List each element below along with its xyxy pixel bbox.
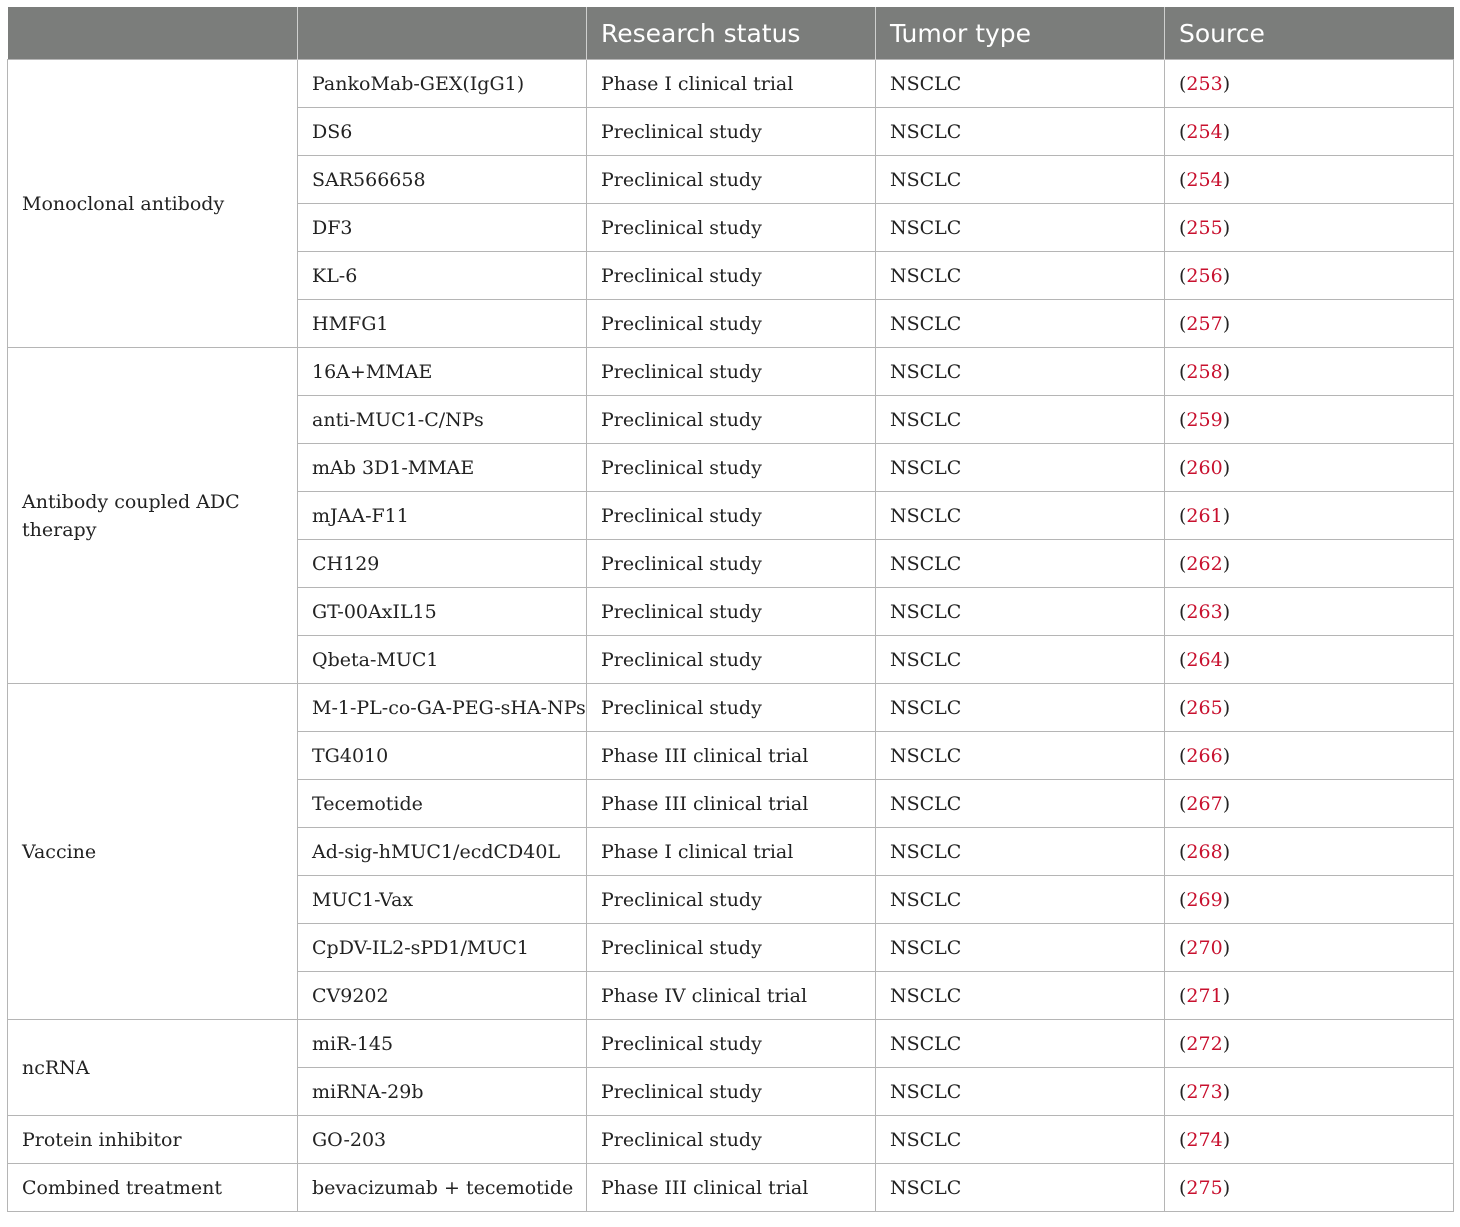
research-status-cell: Preclinical study	[587, 492, 876, 540]
source-paren-open: (	[1179, 216, 1187, 239]
research-status-cell: Phase III clinical trial	[587, 732, 876, 780]
tumor-type-cell: NSCLC	[876, 396, 1165, 444]
reference-link[interactable]: 269	[1186, 888, 1223, 911]
research-status-cell: Preclinical study	[587, 396, 876, 444]
source-paren-open: (	[1179, 504, 1187, 527]
tumor-type-cell: NSCLC	[876, 1116, 1165, 1164]
source-cell	[1165, 108, 1454, 156]
research-status-cell: Preclinical study	[587, 1116, 876, 1164]
reference-link[interactable]: 259	[1186, 408, 1223, 431]
agent-cell: KL-6	[298, 252, 587, 300]
table-row	[8, 1164, 1454, 1212]
source-paren-open: (	[1179, 168, 1187, 191]
reference-link[interactable]: 270	[1186, 936, 1223, 959]
research-status-cell: Preclinical study	[587, 636, 876, 684]
source-paren-open: (	[1179, 696, 1187, 719]
research-status-cell: Preclinical study	[587, 588, 876, 636]
tumor-type-cell: NSCLC	[876, 540, 1165, 588]
source-paren-close: )	[1222, 1176, 1231, 1199]
source-paren-open: (	[1179, 312, 1187, 335]
source-paren-close: )	[1222, 936, 1231, 959]
reference-link[interactable]: 262	[1186, 552, 1223, 575]
tumor-type-cell: NSCLC	[876, 1068, 1165, 1116]
research-status-cell: Preclinical study	[587, 300, 876, 348]
reference-link[interactable]: 260	[1186, 456, 1223, 479]
source-paren-open: (	[1179, 552, 1187, 575]
reference-link[interactable]: 253	[1186, 72, 1223, 95]
tumor-type-cell: NSCLC	[876, 588, 1165, 636]
source-cell	[1165, 876, 1454, 924]
source-paren-open: (	[1179, 120, 1187, 143]
source-paren-close: )	[1222, 1080, 1231, 1103]
source-paren-close: )	[1222, 888, 1231, 911]
agent-cell: Tecemotide	[298, 780, 587, 828]
source-cell	[1165, 204, 1454, 252]
header-research-status: Research status	[587, 7, 876, 60]
reference-link[interactable]: 271	[1186, 984, 1223, 1007]
agent-cell: PankoMab-GEX(IgG1)	[298, 60, 587, 108]
reference-link[interactable]: 275	[1186, 1176, 1223, 1199]
reference-link[interactable]: 256	[1186, 264, 1223, 287]
source-cell	[1165, 540, 1454, 588]
tumor-type-cell: NSCLC	[876, 1164, 1165, 1212]
tumor-type-cell: NSCLC	[876, 492, 1165, 540]
agent-cell: HMFG1	[298, 300, 587, 348]
source-paren-open: (	[1179, 792, 1187, 815]
research-status-cell: Preclinical study	[587, 108, 876, 156]
source-paren-close: )	[1222, 312, 1231, 335]
reference-link[interactable]: 264	[1186, 648, 1223, 671]
reference-link[interactable]: 268	[1186, 840, 1223, 863]
research-status-cell: Preclinical study	[587, 204, 876, 252]
agent-cell: Ad-sig-hMUC1/ecdCD40L	[298, 828, 587, 876]
header-agent	[298, 7, 587, 60]
research-status-cell: Phase III clinical trial	[587, 780, 876, 828]
research-status-cell: Phase I clinical trial	[587, 60, 876, 108]
table-row	[8, 348, 1454, 396]
reference-link[interactable]: 257	[1186, 312, 1223, 335]
research-status-cell: Preclinical study	[587, 684, 876, 732]
agent-cell: DF3	[298, 204, 587, 252]
tumor-type-cell: NSCLC	[876, 924, 1165, 972]
table-row	[8, 684, 1454, 732]
research-status-cell: Preclinical study	[587, 1068, 876, 1116]
source-cell	[1165, 684, 1454, 732]
tumor-type-cell: NSCLC	[876, 300, 1165, 348]
agent-cell: anti-MUC1-C/NPs	[298, 396, 587, 444]
tumor-type-cell: NSCLC	[876, 156, 1165, 204]
source-paren-open: (	[1179, 1128, 1187, 1151]
agent-cell: MUC1-Vax	[298, 876, 587, 924]
tumor-type-cell: NSCLC	[876, 684, 1165, 732]
agent-cell: CH129	[298, 540, 587, 588]
source-paren-close: )	[1222, 1128, 1231, 1151]
reference-link[interactable]: 254	[1186, 168, 1223, 191]
category-cell: Monoclonal antibody	[8, 60, 298, 348]
table-row	[8, 1116, 1454, 1164]
category-cell: ncRNA	[8, 1020, 298, 1116]
agent-cell: bevacizumab + tecemotide	[298, 1164, 587, 1212]
source-paren-close: )	[1222, 840, 1231, 863]
table-header	[8, 7, 1454, 60]
source-paren-open: (	[1179, 744, 1187, 767]
reference-link[interactable]: 258	[1186, 360, 1223, 383]
research-status-cell: Preclinical study	[587, 924, 876, 972]
tumor-type-cell: NSCLC	[876, 972, 1165, 1020]
tumor-type-cell: NSCLC	[876, 732, 1165, 780]
table-row	[8, 60, 1454, 108]
table-body	[8, 60, 1454, 1212]
source-paren-open: (	[1179, 984, 1187, 1007]
source-paren-open: (	[1179, 1176, 1187, 1199]
agent-cell: TG4010	[298, 732, 587, 780]
source-cell	[1165, 1020, 1454, 1068]
source-paren-open: (	[1179, 888, 1187, 911]
agent-cell: miR-145	[298, 1020, 587, 1068]
header-category	[8, 7, 298, 60]
source-cell	[1165, 1116, 1454, 1164]
source-paren-close: )	[1222, 744, 1231, 767]
source-paren-close: )	[1222, 120, 1231, 143]
agent-cell: 16A+MMAE	[298, 348, 587, 396]
agent-cell: DS6	[298, 108, 587, 156]
source-cell	[1165, 972, 1454, 1020]
agent-cell: GO-203	[298, 1116, 587, 1164]
source-paren-close: )	[1222, 456, 1231, 479]
tumor-type-cell: NSCLC	[876, 780, 1165, 828]
source-cell	[1165, 156, 1454, 204]
tumor-type-cell: NSCLC	[876, 108, 1165, 156]
reference-link[interactable]: 273	[1186, 1080, 1223, 1103]
source-paren-open: (	[1179, 456, 1187, 479]
source-cell	[1165, 636, 1454, 684]
research-status-cell: Preclinical study	[587, 444, 876, 492]
source-paren-open: (	[1179, 264, 1187, 287]
research-status-cell: Phase IV clinical trial	[587, 972, 876, 1020]
agent-cell: GT-00AxIL15	[298, 588, 587, 636]
tumor-type-cell: NSCLC	[876, 60, 1165, 108]
agent-cell: SAR566658	[298, 156, 587, 204]
table-container	[7, 7, 1453, 1212]
agent-cell: CV9202	[298, 972, 587, 1020]
source-cell	[1165, 300, 1454, 348]
source-cell	[1165, 492, 1454, 540]
tumor-type-cell: NSCLC	[876, 828, 1165, 876]
category-cell: Antibody coupled ADC therapy	[8, 348, 298, 684]
source-cell	[1165, 588, 1454, 636]
tumor-type-cell: NSCLC	[876, 876, 1165, 924]
tumor-type-cell: NSCLC	[876, 444, 1165, 492]
reference-link[interactable]: 272	[1186, 1032, 1223, 1055]
source-paren-open: (	[1179, 72, 1187, 95]
header-tumor-type: Tumor type	[876, 7, 1165, 60]
source-paren-open: (	[1179, 1080, 1187, 1103]
agent-cell: mAb 3D1-MMAE	[298, 444, 587, 492]
reference-link[interactable]: 266	[1186, 744, 1223, 767]
source-cell	[1165, 252, 1454, 300]
source-paren-close: )	[1222, 648, 1231, 671]
research-status-cell: Phase I clinical trial	[587, 828, 876, 876]
source-paren-close: )	[1222, 696, 1231, 719]
source-paren-close: )	[1222, 504, 1231, 527]
category-cell: Combined treatment	[8, 1164, 298, 1212]
source-cell	[1165, 924, 1454, 972]
tumor-type-cell: NSCLC	[876, 636, 1165, 684]
therapy-table	[7, 7, 1454, 1212]
agent-cell: Qbeta-MUC1	[298, 636, 587, 684]
source-paren-open: (	[1179, 600, 1187, 623]
research-status-cell: Phase III clinical trial	[587, 1164, 876, 1212]
source-paren-open: (	[1179, 936, 1187, 959]
source-paren-open: (	[1179, 648, 1187, 671]
header-row	[8, 7, 1454, 60]
source-cell	[1165, 444, 1454, 492]
source-paren-close: )	[1222, 72, 1231, 95]
tumor-type-cell: NSCLC	[876, 204, 1165, 252]
source-paren-close: )	[1222, 552, 1231, 575]
category-cell: Vaccine	[8, 684, 298, 1020]
reference-link[interactable]: 274	[1186, 1128, 1223, 1151]
research-status-cell: Preclinical study	[587, 156, 876, 204]
source-cell	[1165, 396, 1454, 444]
source-paren-open: (	[1179, 1032, 1187, 1055]
research-status-cell: Preclinical study	[587, 876, 876, 924]
source-cell	[1165, 828, 1454, 876]
source-cell	[1165, 348, 1454, 396]
reference-link[interactable]: 255	[1186, 216, 1223, 239]
tumor-type-cell: NSCLC	[876, 252, 1165, 300]
research-status-cell: Preclinical study	[587, 348, 876, 396]
source-paren-close: )	[1222, 168, 1231, 191]
agent-cell: CpDV-IL2-sPD1/MUC1	[298, 924, 587, 972]
reference-link[interactable]: 265	[1186, 696, 1223, 719]
source-cell	[1165, 780, 1454, 828]
research-status-cell: Preclinical study	[587, 1020, 876, 1068]
research-status-cell: Preclinical study	[587, 252, 876, 300]
source-cell	[1165, 1068, 1454, 1116]
source-paren-close: )	[1222, 600, 1231, 623]
reference-link[interactable]: 261	[1186, 504, 1223, 527]
header-source: Source	[1165, 7, 1454, 60]
source-paren-close: )	[1222, 264, 1231, 287]
category-cell: Protein inhibitor	[8, 1116, 298, 1164]
source-paren-close: )	[1222, 408, 1231, 431]
source-paren-close: )	[1222, 984, 1231, 1007]
research-status-cell: Preclinical study	[587, 540, 876, 588]
source-paren-close: )	[1222, 216, 1231, 239]
source-paren-open: (	[1179, 408, 1187, 431]
tumor-type-cell: NSCLC	[876, 1020, 1165, 1068]
reference-link[interactable]: 254	[1186, 120, 1223, 143]
source-cell	[1165, 1164, 1454, 1212]
reference-link[interactable]: 263	[1186, 600, 1223, 623]
source-cell	[1165, 732, 1454, 780]
source-paren-close: )	[1222, 792, 1231, 815]
agent-cell: M-1-PL-co-GA-PEG-sHA-NPs	[298, 684, 587, 732]
source-paren-close: )	[1222, 1032, 1231, 1055]
tumor-type-cell: NSCLC	[876, 348, 1165, 396]
source-paren-close: )	[1222, 360, 1231, 383]
source-paren-open: (	[1179, 360, 1187, 383]
source-paren-open: (	[1179, 840, 1187, 863]
reference-link[interactable]: 267	[1186, 792, 1223, 815]
agent-cell: miRNA-29b	[298, 1068, 587, 1116]
agent-cell: mJAA-F11	[298, 492, 587, 540]
table-row	[8, 1020, 1454, 1068]
source-cell	[1165, 60, 1454, 108]
